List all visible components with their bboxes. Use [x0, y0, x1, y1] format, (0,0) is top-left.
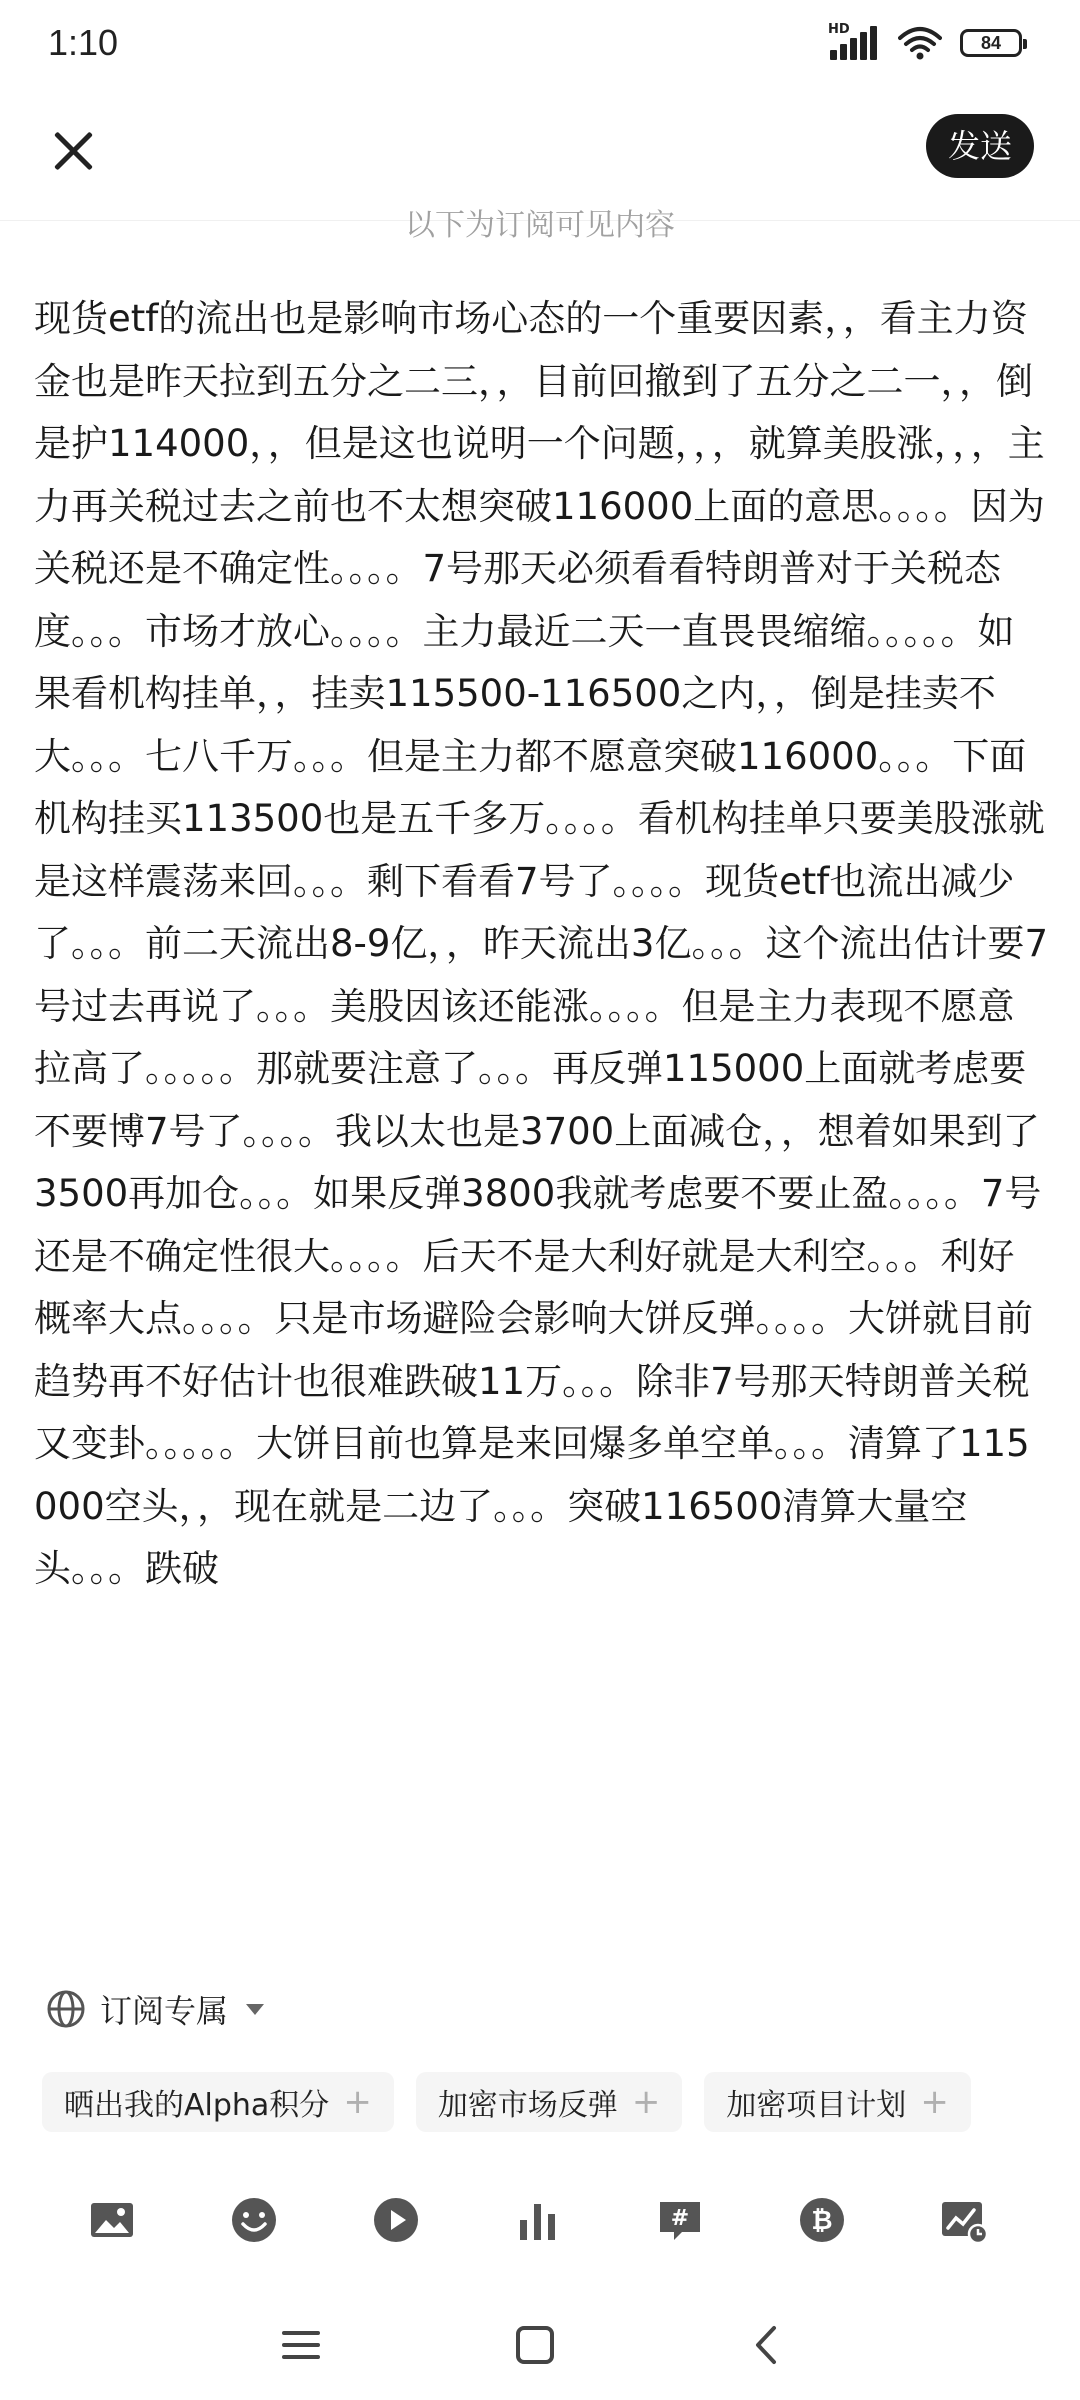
- home-icon[interactable]: [510, 2320, 560, 2370]
- visibility-label: 订阅专属: [100, 1992, 229, 2030]
- plus-icon: +: [631, 2082, 661, 2122]
- system-nav-bar: [0, 2290, 1080, 2400]
- globe-icon: [46, 1989, 86, 2029]
- network-label: HD: [828, 22, 850, 37]
- topic-tag-label: 加密市场反弹: [437, 2088, 618, 2123]
- hashtag-icon[interactable]: [654, 2194, 706, 2246]
- menu-icon[interactable]: [276, 2320, 326, 2370]
- topic-tag[interactable]: [416, 2072, 683, 2132]
- caret-down-icon: [246, 2004, 264, 2015]
- plus-icon: +: [920, 2082, 949, 2122]
- bitcoin-icon[interactable]: [796, 2194, 848, 2246]
- editor-toolbar: [0, 2180, 1080, 2260]
- status-bar: [0, 0, 1080, 90]
- svg-text:#: #: [670, 2206, 690, 2231]
- back-icon[interactable]: [742, 2320, 792, 2370]
- topic-tag[interactable]: [42, 2072, 394, 2132]
- svg-text:₿: ₿: [811, 2206, 833, 2236]
- battery-icon: [960, 29, 1022, 57]
- status-time: 1:10: [48, 22, 119, 63]
- image-icon[interactable]: [86, 2194, 138, 2246]
- chart-icon[interactable]: [512, 2194, 564, 2246]
- topic-tag-label: 加密项目计划: [726, 2088, 907, 2123]
- plus-icon: +: [343, 2082, 372, 2122]
- status-icons: [828, 22, 1022, 60]
- post-body-text[interactable]: 现货etf的流出也是影响市场心态的一个重要因素，，看主力资金也是昨天拉到五分之二三，，目前回撤到了五分之二一，，倒是护114000，，但是这也说明一个问题，，，就算美股涨，，，主力再关税过去之前也不太想突破116000上面的意思。。。。因为关税还是不确定性。。。。7号那天必须看看特朗普对于关税态度。。。市场才放心。。。。主力最近二天一直畏畏缩缩。。。。。如果看机构挂单，，挂卖115500-116500之内，，倒是挂卖不大。。。七八千万。。。但是主力都不愿意突破116000。。。下面机构挂买113500也是五千多万。。。。看机构挂单只要美股涨就是这样震荡来回。。。剩下看看7号了。。。。现货etf也流出减少了。。。前二天流出8-9亿，，昨天流出3亿。。。这个流出估计要7号过去再说了。。。美股因该还能涨。。。。但是主力表现不愿意拉高了。。。。。那就要注意了。。。再反弹115000上面就考虑要不要博7号了。。。。我以太也是3700上面减仓，，想着如果到了3500再加仓。。。如果反弹3800我就考虑要不要止盈。。。。7号还是不确定性很大。。。。后天不是大利好就是大利空。。。利好概率大点。。。。只是市场避险会影响大饼反弹。。。。大饼就目前趋势再不好估计也很难跌破11万。。。除非7号那天特朗普关税又变卦。。。。。大饼目前也算是来回爆多单空单。。。清算了115000空头，，现在就是二边了。。。突破116500清算大量空头。。。跌破: [34, 297, 1049, 1590]
- topic-tag[interactable]: [704, 2072, 971, 2132]
- topic-tag-label: 晒出我的Alpha积分: [64, 2088, 330, 2123]
- emoji-icon[interactable]: [228, 2194, 280, 2246]
- topic-tags: [42, 2072, 971, 2132]
- battery-level: 84: [980, 32, 1002, 53]
- subscribe-hint: 以下为订阅可见内容: [405, 208, 675, 243]
- wifi-icon: [898, 26, 942, 60]
- price-chart-icon[interactable]: [938, 2194, 990, 2246]
- send-button[interactable]: 发送: [926, 114, 1034, 178]
- video-icon[interactable]: [370, 2194, 422, 2246]
- visibility-dropdown[interactable]: [46, 1986, 264, 2032]
- close-icon[interactable]: [50, 128, 96, 174]
- signal-icon: [828, 22, 880, 60]
